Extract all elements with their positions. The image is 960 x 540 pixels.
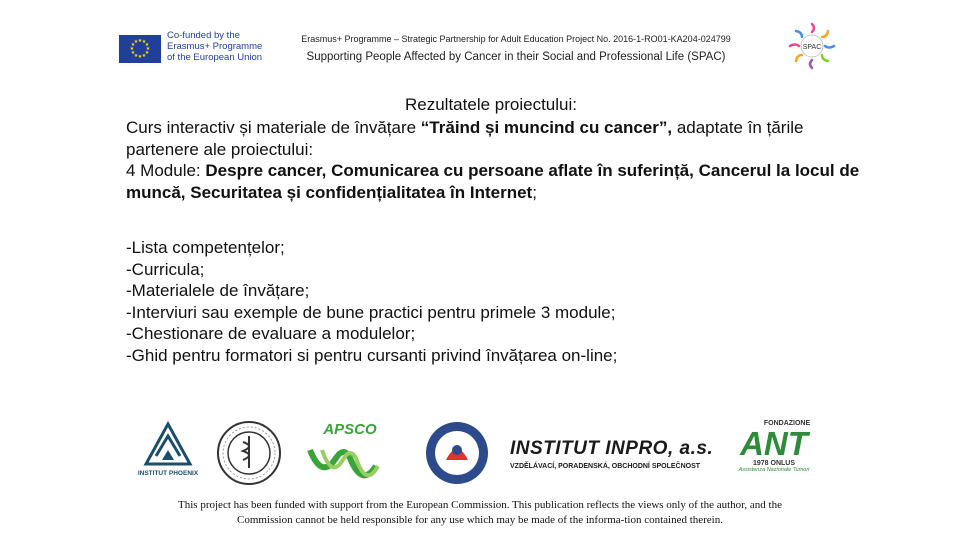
para1-bold: “Trăind și muncind cu cancer”, bbox=[420, 118, 673, 137]
para1-text: Curs interactiv și materiale de învățare bbox=[126, 118, 421, 137]
apsco-logo bbox=[302, 420, 398, 486]
para2-bold: Despre cancer, Comunicarea cu persoane aflate în suferință, Cancerul la locul de muncă, Securitatea și confidențialitatea în Internet bbox=[126, 161, 860, 202]
disclaimer-line: This project has been funded with support from the European Commission. This publication reflects the views only of the author, and the bbox=[178, 499, 782, 511]
project-line: Supporting People Affected by Cancer in their Social and Professional Life (SPAC) bbox=[306, 51, 726, 63]
list-item: -Interviuri sau exemple de bune practici pentru primele 3 module; bbox=[126, 302, 616, 322]
eu-logo-text bbox=[167, 30, 267, 63]
list-item: -Ghid pentru formatori si pentru cursanti privind învățarea on-line; bbox=[126, 345, 618, 365]
disclaimer-line: Commission cannot be held responsible for any use which may be made of the informa-tion contained therein. bbox=[236, 514, 723, 526]
programme-line: Erasmus+ Programme – Strategic Partnership for Adult Education Project No. 2016-1-RO01-KA204-024799 bbox=[301, 34, 731, 44]
ant-logo bbox=[734, 420, 814, 486]
svg-text:★: ★ bbox=[133, 53, 139, 59]
ant-logo-subtitle: Assistenza Nazionale Tumori bbox=[738, 467, 810, 473]
spac-logo bbox=[784, 18, 840, 74]
svg-text:★: ★ bbox=[145, 46, 151, 52]
list-item: -Materialele de învățare; bbox=[126, 281, 310, 301]
eu-logo-line: Erasmus+ Programme bbox=[167, 41, 263, 52]
eu-flag-icon bbox=[119, 35, 161, 63]
project-description bbox=[126, 117, 861, 203]
ant-logo-main: ANT bbox=[740, 425, 808, 462]
page-title: Rezultatele proiectului: bbox=[405, 95, 577, 114]
svg-text:★: ★ bbox=[130, 50, 136, 56]
eu-logo-line: Co-funded by the bbox=[167, 30, 240, 41]
funding-disclaimer bbox=[120, 498, 840, 528]
ant-logo-year: 1978 ONLUS bbox=[752, 460, 796, 467]
list-item: -Lista competențelor; bbox=[126, 238, 285, 257]
svg-text:★: ★ bbox=[137, 54, 143, 60]
svg-text:★: ★ bbox=[144, 50, 150, 56]
svg-text:★: ★ bbox=[141, 53, 147, 59]
svg-text:★: ★ bbox=[144, 42, 150, 48]
list-item: -Curricula; bbox=[126, 259, 205, 279]
inpro-logo bbox=[510, 438, 720, 470]
medical-school-seal bbox=[216, 420, 282, 486]
para2-end: ; bbox=[532, 182, 537, 202]
spac-logo-text: SPAC bbox=[802, 44, 822, 51]
svg-text:★: ★ bbox=[129, 46, 135, 52]
phoenix-logo bbox=[138, 420, 198, 486]
results-list bbox=[126, 237, 861, 367]
svg-text:★: ★ bbox=[137, 38, 143, 44]
svg-text:★: ★ bbox=[133, 39, 139, 45]
ant-logo-top: FONDAZIONE bbox=[763, 420, 811, 427]
inpro-logo-subtitle: VZDĚLÁVACÍ, PORADENSKÁ, OBCHODNÍ SPOLEČNOST bbox=[510, 463, 701, 470]
apsco-logo-text: APSCO bbox=[323, 421, 377, 438]
eu-logo-line: of the European Union bbox=[167, 52, 263, 63]
inpro-logo-name: INSTITUT INPRO, a.s. bbox=[510, 438, 714, 459]
svg-text:★: ★ bbox=[141, 39, 147, 45]
university-seal bbox=[424, 420, 490, 486]
list-item: -Chestionare de evaluare a modulelor; bbox=[126, 324, 416, 344]
phoenix-logo-text: INSTITUT PHOENIX bbox=[138, 470, 198, 477]
para1-rest: adaptate în țările partenere ale proiectului: bbox=[126, 118, 804, 159]
svg-text:★: ★ bbox=[130, 42, 136, 48]
para2-text: 4 Module: bbox=[126, 161, 206, 180]
